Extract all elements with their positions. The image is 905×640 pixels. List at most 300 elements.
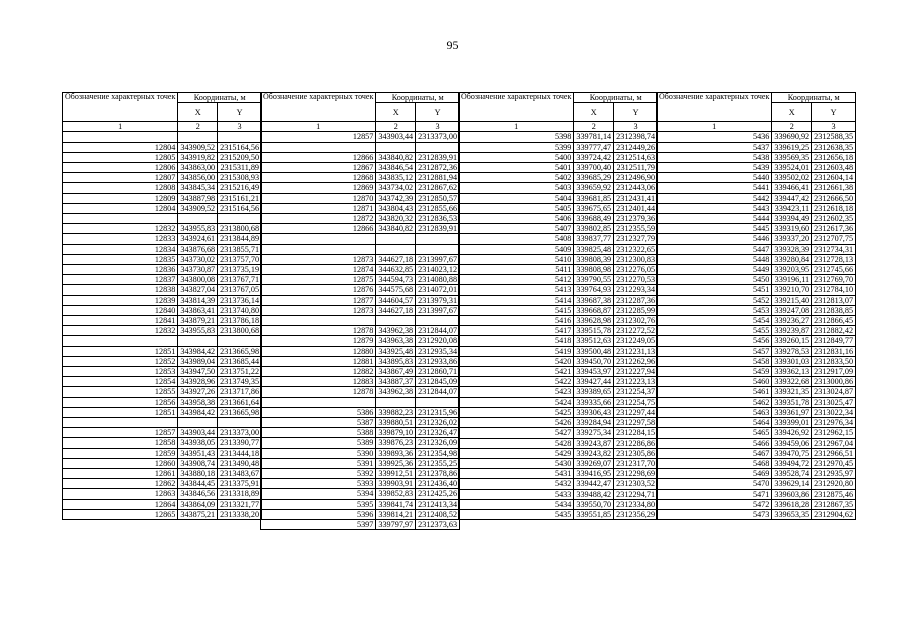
point-id: 5438: [657, 152, 772, 162]
table-row: [459, 469, 658, 479]
coordinate-table-2: [260, 92, 460, 530]
x-value: 339203,95: [772, 265, 812, 275]
x-value: 339450,70: [574, 356, 614, 366]
table-row: [459, 173, 658, 183]
x-value: 343880,18: [178, 469, 218, 479]
y-value: [416, 397, 460, 407]
x-header: X: [574, 103, 614, 122]
y-value: 2312223,13: [614, 377, 658, 387]
x-value: 343845,34: [178, 183, 218, 193]
y-value: 2312707,75: [812, 234, 856, 244]
table-row: [63, 428, 262, 438]
point-id: 5414: [459, 295, 574, 305]
x-value: 343963,38: [376, 336, 416, 346]
y-value: 2312249,05: [614, 336, 658, 346]
x-value: 343903,44: [376, 132, 416, 142]
x-value: 339269,07: [574, 458, 614, 468]
x-value: 344627,18: [376, 305, 416, 315]
point-id: 5396: [261, 509, 376, 519]
x-value: 343840,82: [376, 224, 416, 234]
table-row: [261, 275, 460, 285]
point-id: 5440: [657, 173, 772, 183]
x-value: [376, 397, 416, 407]
y-value: 2313751,22: [218, 367, 262, 377]
point-id: 5425: [459, 407, 574, 417]
x-value: 339688,49: [574, 214, 614, 224]
y-value: 2312784,10: [812, 285, 856, 295]
y-value: 2312769,70: [812, 275, 856, 285]
table-row: [459, 367, 658, 377]
x-value: 339426,92: [772, 428, 812, 438]
y-value: 2312294,71: [614, 489, 658, 499]
y-value: 2312408,52: [416, 509, 460, 519]
y-value: 2312286,86: [614, 438, 658, 448]
table-row: [63, 265, 262, 275]
point-id: 12834: [63, 244, 178, 254]
table-row: [657, 214, 856, 224]
point-id: [261, 234, 376, 244]
x-value: 343919,82: [178, 152, 218, 162]
y-value: 2312326,09: [416, 438, 460, 448]
point-id: 12875: [261, 275, 376, 285]
y-value: 2313338,20: [218, 509, 262, 519]
point-id: 5463: [657, 407, 772, 417]
column-number: 2: [178, 122, 218, 132]
point-id: 5404: [459, 193, 574, 203]
x-value: 339724,42: [574, 152, 614, 162]
point-id: 5436: [657, 132, 772, 142]
table-row: [261, 448, 460, 458]
table-row: [63, 142, 262, 152]
x-value: 343924,61: [178, 234, 218, 244]
table-row: [657, 499, 856, 509]
y-value: 2312866,45: [812, 316, 856, 326]
y-value: 2313767,71: [218, 275, 262, 285]
y-value: 2312917,09: [812, 367, 856, 377]
y-header: Y: [218, 103, 262, 122]
point-id: 5465: [657, 428, 772, 438]
y-value: 2313685,44: [218, 356, 262, 366]
y-value: 2312285,99: [614, 305, 658, 315]
y-value: 2312831,16: [812, 346, 856, 356]
x-value: 339764,93: [574, 285, 614, 295]
point-id: 5460: [657, 377, 772, 387]
table-row: [261, 520, 460, 530]
point-id: 5467: [657, 448, 772, 458]
y-value: 2312326,02: [416, 418, 460, 428]
x-value: 339351,78: [772, 397, 812, 407]
table-row: [657, 163, 856, 173]
point-id: 12880: [261, 346, 376, 356]
y-value: 2313022,34: [812, 407, 856, 417]
x-value: 343863,00: [178, 163, 218, 173]
column-number: 3: [812, 122, 856, 132]
table-row: [657, 367, 856, 377]
table-row: [261, 203, 460, 213]
y-value: 2314080,88: [416, 275, 460, 285]
y-value: 2312254,37: [614, 387, 658, 397]
y-value: 2312511,79: [614, 163, 658, 173]
y-value: 2312935,97: [812, 469, 856, 479]
table-row: [261, 316, 460, 326]
x-value: 339488,42: [574, 489, 614, 499]
table-row: [459, 305, 658, 315]
x-value: 343827,04: [178, 285, 218, 295]
y-value: 2312813,07: [812, 295, 856, 305]
point-id: 5392: [261, 469, 376, 479]
table-row: [63, 509, 262, 519]
y-value: 2312305,86: [614, 448, 658, 458]
x-value: 339700,40: [574, 163, 614, 173]
table-row: [459, 387, 658, 397]
table-row: [63, 163, 262, 173]
y-value: 2312303,52: [614, 479, 658, 489]
x-value: 343909,52: [178, 203, 218, 213]
point-id: 5450: [657, 275, 772, 285]
table-row: [657, 203, 856, 213]
point-id: 5398: [459, 132, 574, 142]
point-id: 12804: [63, 142, 178, 152]
table-row: [261, 418, 460, 428]
point-id: 5451: [657, 285, 772, 295]
point-id: 5433: [459, 489, 574, 499]
table-row: [657, 316, 856, 326]
x-value: 339802,85: [574, 224, 614, 234]
point-id: 5437: [657, 142, 772, 152]
table-row: [459, 448, 658, 458]
table-row: [459, 316, 658, 326]
table-row: [459, 346, 658, 356]
table-row: [261, 356, 460, 366]
point-id: 12861: [63, 469, 178, 479]
y-value: 2313735,19: [218, 265, 262, 275]
point-id: 5419: [459, 346, 574, 356]
x-value: 339808,98: [574, 265, 614, 275]
y-value: 2312920,08: [416, 336, 460, 346]
point-id: 12839: [63, 295, 178, 305]
y-value: 2313740,80: [218, 305, 262, 315]
table-row: [459, 244, 658, 254]
y-value: [218, 336, 262, 346]
y-value: 2312327,79: [614, 234, 658, 244]
point-id: 12853: [63, 367, 178, 377]
point-id: 12809: [63, 193, 178, 203]
x-value: 344575,68: [376, 285, 416, 295]
column-number: 1: [459, 122, 574, 132]
point-id: 12878: [261, 387, 376, 397]
y-value: 2312317,70: [614, 458, 658, 468]
table-row: [261, 265, 460, 275]
table-row: [63, 418, 262, 428]
x-value: 343742,39: [376, 193, 416, 203]
x-value: 343903,44: [178, 428, 218, 438]
x-value: 339239,87: [772, 326, 812, 336]
point-id: 12838: [63, 285, 178, 295]
table-row: [63, 254, 262, 264]
point-id: 5455: [657, 326, 772, 336]
y-value: [416, 234, 460, 244]
table-row: [657, 509, 856, 519]
point-id: 12871: [261, 203, 376, 213]
table-row: [261, 285, 460, 295]
table-row: [261, 214, 460, 224]
table-row: [657, 132, 856, 142]
y-value: 2312298,69: [614, 469, 658, 479]
designation-header: Обозначение характерных точек: [657, 93, 772, 122]
y-value: 2312326,47: [416, 428, 460, 438]
point-id: 12876: [261, 285, 376, 295]
x-value: 339196,11: [772, 275, 812, 285]
point-id: [261, 397, 376, 407]
point-id: 12878: [261, 326, 376, 336]
x-value: 339447,42: [772, 193, 812, 203]
y-value: [416, 142, 460, 152]
table-row: [657, 234, 856, 244]
x-value: 339500,48: [574, 346, 614, 356]
x-value: 343927,26: [178, 387, 218, 397]
point-id: 5427: [459, 428, 574, 438]
table-row: [261, 336, 460, 346]
y-value: 2312656,18: [812, 152, 856, 162]
table-row: [459, 377, 658, 387]
coordinates-header: Координаты, м: [376, 93, 460, 103]
x-value: 343730,02: [178, 254, 218, 264]
table-row: [657, 224, 856, 234]
y-value: 2312284,15: [614, 428, 658, 438]
y-value: 2313665,98: [218, 407, 262, 417]
column-number: 1: [657, 122, 772, 132]
x-value: 339416,95: [574, 469, 614, 479]
point-id: 5426: [459, 418, 574, 428]
coordinate-table-1: [62, 92, 262, 520]
point-id: 5387: [261, 418, 376, 428]
table-row: [261, 142, 460, 152]
x-value: 343925,48: [376, 346, 416, 356]
point-id: 12866: [261, 224, 376, 234]
x-value: 343856,00: [178, 173, 218, 183]
table-row: [63, 316, 262, 326]
x-value: 343846,56: [178, 489, 218, 499]
y-value: 2312287,36: [614, 295, 658, 305]
x-value: [178, 132, 218, 142]
point-id: 5461: [657, 387, 772, 397]
point-id: 12858: [63, 438, 178, 448]
y-header: Y: [812, 103, 856, 122]
x-value: 339399,01: [772, 418, 812, 428]
table-row: [63, 499, 262, 509]
x-value: 343984,42: [178, 407, 218, 417]
y-value: 2313767,05: [218, 285, 262, 295]
point-id: 5401: [459, 163, 574, 173]
point-id: 12874: [261, 265, 376, 275]
table-row: [459, 224, 658, 234]
x-value: [376, 234, 416, 244]
table-row: [63, 275, 262, 285]
table-row: [657, 326, 856, 336]
y-value: 2312904,62: [812, 509, 856, 519]
point-id: 5466: [657, 438, 772, 448]
x-value: 339319,60: [772, 224, 812, 234]
table-row: [459, 152, 658, 162]
y-value: 2312844,07: [416, 326, 460, 336]
y-value: [218, 132, 262, 142]
point-id: 12873: [261, 305, 376, 315]
point-id: 12882: [261, 367, 376, 377]
table-row: [63, 367, 262, 377]
x-value: 343955,83: [178, 326, 218, 336]
column-number: 3: [218, 122, 262, 132]
x-value: 339879,10: [376, 428, 416, 438]
x-value: 343928,96: [178, 377, 218, 387]
x-value: 339260,15: [772, 336, 812, 346]
y-value: 2312661,38: [812, 183, 856, 193]
table-row: [657, 469, 856, 479]
point-id: 5452: [657, 295, 772, 305]
table-row: [459, 183, 658, 193]
y-value: 2312966,51: [812, 448, 856, 458]
point-id: 12832: [63, 224, 178, 234]
x-value: 339423,11: [772, 203, 812, 213]
table-row: [459, 418, 658, 428]
x-value: 339653,35: [772, 509, 812, 519]
table-row: [657, 489, 856, 499]
y-value: 2312379,36: [614, 214, 658, 224]
y-value: 2312334,80: [614, 499, 658, 509]
x-value: 339361,97: [772, 407, 812, 417]
y-value: 2315164,56: [218, 203, 262, 213]
point-id: 12808: [63, 183, 178, 193]
x-value: 343938,05: [178, 438, 218, 448]
y-value: 2313844,89: [218, 234, 262, 244]
x-value: 339687,38: [574, 295, 614, 305]
x-value: 339247,08: [772, 305, 812, 315]
y-value: 2312449,26: [614, 142, 658, 152]
x-value: 339814,21: [376, 509, 416, 519]
table-row: [657, 173, 856, 183]
x-value: 339306,43: [574, 407, 614, 417]
y-value: 2313000,86: [812, 377, 856, 387]
point-id: 5423: [459, 387, 574, 397]
table-row: [459, 265, 658, 275]
y-value: 2312293,34: [614, 285, 658, 295]
y-value: 2312436,40: [416, 479, 460, 489]
point-id: 12840: [63, 305, 178, 315]
point-id: 5415: [459, 305, 574, 315]
point-id: [261, 142, 376, 152]
x-value: 339808,39: [574, 254, 614, 264]
x-value: [178, 418, 218, 428]
x-value: 339880,51: [376, 418, 416, 428]
x-header: X: [178, 103, 218, 122]
x-value: 343804,43: [376, 203, 416, 213]
point-id: 12863: [63, 489, 178, 499]
table-row: [261, 152, 460, 162]
point-id: 5442: [657, 193, 772, 203]
table-row: [261, 163, 460, 173]
point-id: 5459: [657, 367, 772, 377]
y-value: 2312262,96: [614, 356, 658, 366]
y-value: 2312967,04: [812, 438, 856, 448]
x-header: X: [772, 103, 812, 122]
point-id: 12868: [261, 173, 376, 183]
y-value: 2312373,63: [416, 520, 460, 530]
y-value: 2313800,68: [218, 224, 262, 234]
table-row: [657, 254, 856, 264]
table-row: [657, 448, 856, 458]
point-id: 12872: [261, 214, 376, 224]
x-value: 339524,01: [772, 163, 812, 173]
point-id: 5416: [459, 316, 574, 326]
table-row: [63, 387, 262, 397]
x-value: 343909,52: [178, 142, 218, 152]
x-value: 343835,12: [376, 173, 416, 183]
point-id: 12833: [63, 234, 178, 244]
point-id: 12883: [261, 377, 376, 387]
table-row: [459, 234, 658, 244]
table-row: [63, 173, 262, 183]
x-value: 343962,38: [376, 387, 416, 397]
table-row: [261, 193, 460, 203]
y-value: 2312618,18: [812, 203, 856, 213]
y-value: 2312933,86: [416, 356, 460, 366]
y-value: 2313979,31: [416, 295, 460, 305]
x-value: 339681,85: [574, 193, 614, 203]
x-value: 339427,44: [574, 377, 614, 387]
x-value: 339494,72: [772, 458, 812, 468]
table-row: [63, 193, 262, 203]
table-row: [261, 387, 460, 397]
table-row: [657, 418, 856, 428]
point-id: 5468: [657, 458, 772, 468]
table-row: [63, 295, 262, 305]
table-row: [63, 377, 262, 387]
point-id: 12852: [63, 356, 178, 366]
point-id: 12870: [261, 193, 376, 203]
point-id: 12881: [261, 356, 376, 366]
table-row: [657, 458, 856, 468]
table-row: [657, 346, 856, 356]
point-id: 12836: [63, 265, 178, 275]
table-row: [459, 193, 658, 203]
x-value: 343844,45: [178, 479, 218, 489]
point-id: 5441: [657, 183, 772, 193]
x-value: 339841,74: [376, 499, 416, 509]
point-id: 5403: [459, 183, 574, 193]
table-row: [63, 132, 262, 142]
x-value: 339675,65: [574, 203, 614, 213]
y-value: 2313997,67: [416, 305, 460, 315]
table-row: [657, 407, 856, 417]
point-id: 12862: [63, 479, 178, 489]
table-row: [261, 509, 460, 519]
y-value: 2312935,34: [416, 346, 460, 356]
x-value: 339470,75: [772, 448, 812, 458]
page-number: 95: [446, 38, 459, 52]
y-value: 2312844,07: [416, 387, 460, 397]
table-row: [261, 183, 460, 193]
x-value: 343840,82: [376, 152, 416, 162]
table-row: [261, 132, 460, 142]
point-id: 5456: [657, 336, 772, 346]
point-id: 5431: [459, 469, 574, 479]
y-value: 2315311,89: [218, 163, 262, 173]
point-id: 5406: [459, 214, 574, 224]
point-id: 5405: [459, 203, 574, 213]
point-id: 5445: [657, 224, 772, 234]
column-number: 1: [63, 122, 178, 132]
y-value: 2314072,01: [416, 285, 460, 295]
table-row: [459, 509, 658, 519]
